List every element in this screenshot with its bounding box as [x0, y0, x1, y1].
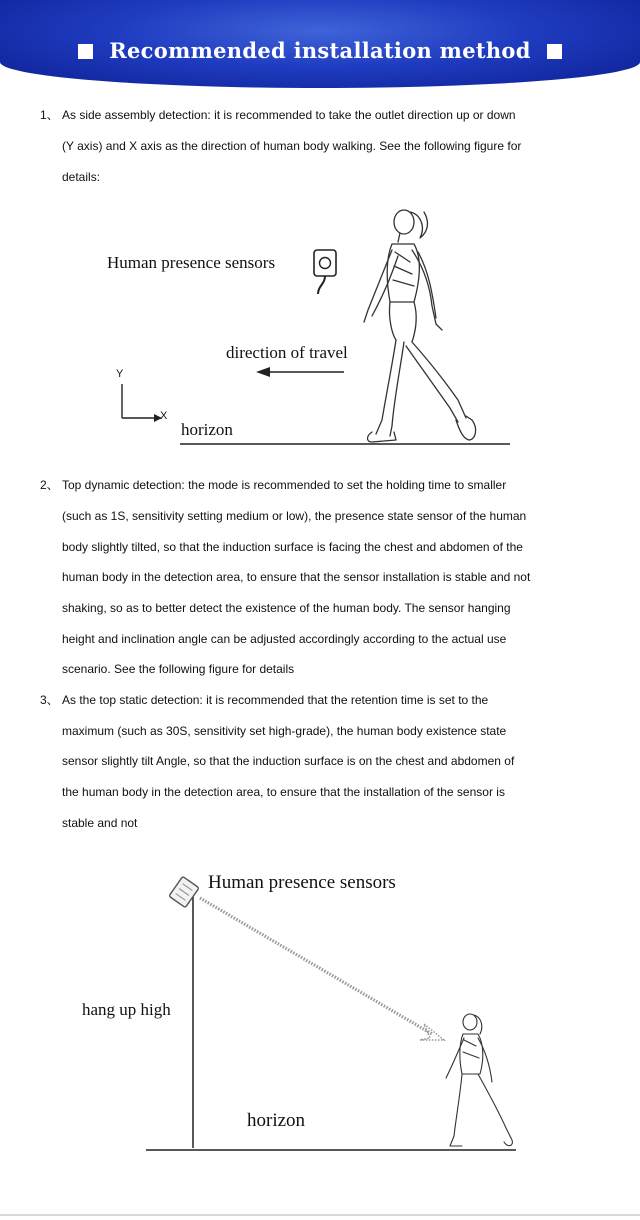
detection-beam — [200, 898, 444, 1040]
section-line: sensor slightly tilt Angle, so that the induction surface is on the chest and abdomen of — [62, 754, 515, 768]
ground-label: horizon — [181, 420, 233, 439]
section-line: (such as 1S, sensitivity setting medium or low), the presence state sensor of the human — [62, 509, 527, 523]
section-line: body slightly tilted, so that the induction surface is facing the chest and abdomen of the — [62, 540, 523, 554]
section-line: As side assembly detection: it is recommended to take the outlet direction up or down — [62, 108, 516, 122]
page-title-text: Recommended installation method — [109, 38, 531, 63]
section-number: 1、 — [40, 108, 59, 122]
walking-person-icon — [446, 1014, 512, 1146]
section-line: maximum (such as 30S, sensitivity set high-grade), the human body existence state — [62, 724, 507, 738]
section-line: shaking, so as to better detect the existence of the human body. The sensor hanging — [62, 601, 511, 615]
height-label: hang up high — [82, 1000, 171, 1019]
section-line: human body in the detection area, to ensure that the sensor installation is stable and not — [62, 570, 531, 584]
section-number: 2、 — [40, 478, 59, 492]
section-line: the human body in the detection area, to ensure that the installation of the sensor is — [62, 785, 505, 799]
axis-y-label: Y — [116, 368, 124, 380]
footer-divider — [0, 1214, 640, 1216]
section-line: details: — [62, 170, 101, 184]
ground-label: horizon — [247, 1110, 306, 1131]
section-line: (Y axis) and X axis as the direction of human body walking. See the following figure for — [62, 139, 522, 153]
ceiling-sensor-icon — [169, 876, 199, 907]
sensor-label: Human presence sensors — [107, 253, 276, 272]
section-line: stable and not — [62, 816, 138, 830]
section-line: Top dynamic detection: the mode is recommended to set the holding time to smaller — [62, 478, 507, 492]
section-line: height and inclination angle can be adjusted accordingly according to the actual use — [62, 632, 507, 646]
sensor-label: Human presence sensors — [208, 872, 396, 893]
axis-x-label: X — [160, 410, 168, 422]
section-line: scenario. See the following figure for details — [62, 662, 295, 676]
section-line: As the top static detection: it is recommended that the retention time is set to the — [62, 693, 489, 707]
section-number: 3、 — [40, 693, 59, 707]
direction-label: direction of travel — [226, 343, 348, 362]
